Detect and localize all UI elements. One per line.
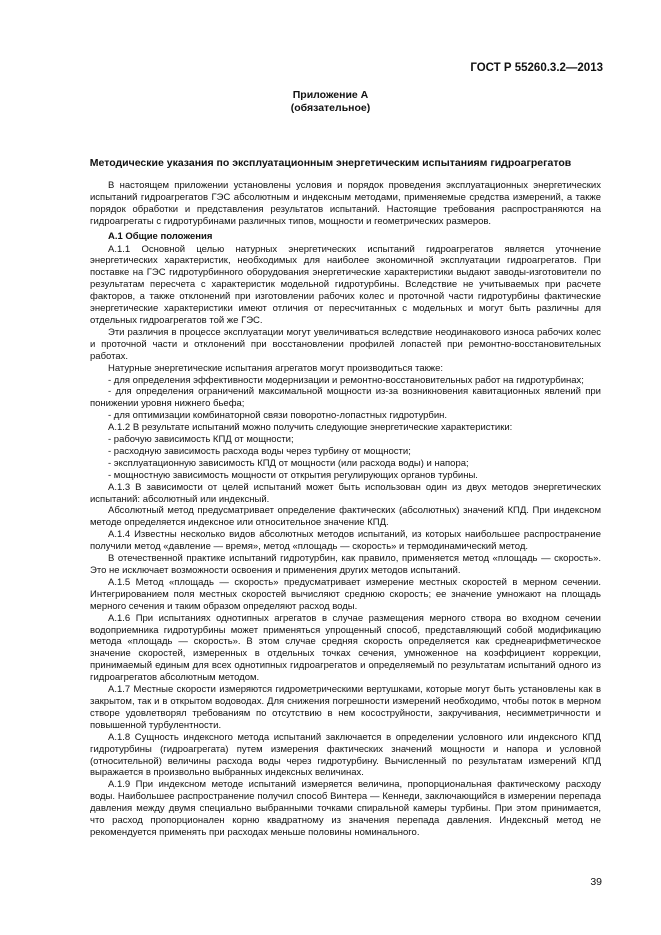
paragraph: А.1.3 В зависимости от целей испытаний может быть использован один из двух методов энергетических испытаний: абсолютный или индексный.	[90, 481, 601, 505]
paragraph: Абсолютный метод предусматривает определение фактических (абсолютных) значений КПД. При индексном методе определяется индексное или относительное значение КПД.	[90, 505, 601, 529]
paragraph: Натурные энергетические испытания агрегатов могут производиться также:	[108, 362, 444, 374]
document-body	[90, 180, 601, 839]
paragraph: А.1.2 В результате испытаний можно получить следующие энергетические характеристики:	[108, 422, 513, 434]
appendix-status: (обязательное)	[290, 102, 371, 114]
paragraph: - для определения ограничений максимальной мощности из-за возникновения кавитационных явлений при понижении уровня нижнего бьефа;	[90, 386, 601, 410]
paragraph: А.1.8 Сущность индексного метода испытаний заключается в определении условного или индексного КПД гидротурбины (гидроагрегата) путем измерения фактических значений мощности и напора и условной (относительной) величины расхода воды через гидротурбину. Вычисленный по результатам измерений КПД выражается в произвольно выбранных индексных величинах.	[90, 731, 601, 779]
paragraph: А.1.9 При индексном методе испытаний измеряется величина, пропорциональная фактическому расходу воды. Наибольшее распространение получил способ Винтера — Кеннеди, заключающийся в измерении перепада давления между двумя специально выбранными точками спиральной камеры турбины. При этом принимается, что расход пропорционален корню квадратному из значения перепада давления. Индексный метод не рекомендуется применять при расходах меньше половины номинального.	[90, 779, 601, 838]
paragraph: Эти различия в процессе эксплуатации могут увеличиваться вследствие неодинакового износа рабочих колес и проточной части и отклонений при восстановлении профилей лопастей при ремонтно-восстановительных работах.	[90, 326, 601, 362]
paragraph: - эксплуатационную зависимость КПД от мощности (или расхода воды) и напора;	[108, 457, 469, 469]
paragraph: - для определения эффективности модернизации и ремонтно-восстановительных работ на гидротурбинах;	[108, 374, 584, 386]
paragraph: В отечественной практике испытаний гидротурбин, как правило, применяется метод «площадь — скорость». Это не исключает возможности освоения и применения других методов испытаний.	[90, 553, 601, 576]
appendix-heading	[0, 89, 661, 115]
document-code: ГОСТ Р 55260.3.2—2013	[470, 62, 603, 74]
paragraph: - мощностную зависимость мощности от открытия регулирующих органов турбины.	[108, 469, 478, 481]
paragraph: - для оптимизации комбинаторной связи поворотно-лопастных гидротурбин.	[108, 410, 448, 422]
paragraph: А.1.5 Метод «площадь — скорость» предусматривает измерение местных скоростей в мерном сечении. Интегрированием поля местных скоростей вычисляют среднюю скорость; ее значение умножают на площадь мерного сечения и таким образом определяют расход воды.	[90, 576, 601, 612]
paragraph: А.1.1 Основной целью натурных энергетических испытаний гидроагрегатов является уточнение энергетических характеристик, необходимых для наиболее экономичной эксплуатации гидроагрегатов. При поставке на ГЭС гидротурбинного оборудования энергетические характеристики выдают заводы-изготовители по результатам пересчета с характеристик модельной гидротурбины. Вследствие не учитываемых при расчете факторов, а также отклонений при изготовлении рабочих колес и проточной части гидротурбины фактические энергетические характеристики имеют отличия от пересчитанных с модельных и могут быть различны для отдельных гидроагрегатов той же ГЭС.	[90, 243, 601, 326]
paragraph: В настоящем приложении установлены условия и порядок проведения эксплуатационных энергетических испытаний гидроагрегатов ГЭС абсолютным и индексным методами, применяемые средства измерений, а также порядок обработки и представления результатов испытаний. Настоящие требования распространяются на гидроагрегаты с гидротурбинами различных типов, мощности и геометрических размеров.	[90, 180, 601, 227]
section-heading: А.1 Общие положения	[108, 230, 213, 242]
appendix-title: Методические указания по эксплуатационным энергетическим испытаниям гидроагрегатов	[89, 157, 572, 169]
paragraph: А.1.6 При испытаниях однотипных агрегатов в случае размещения мерного створа во входном сечении водоприемника гидротурбины может применяться упрощенный способ, представляющий собой модификацию метода «площадь — скорость». В этом случае средняя скорость определяется как среднеарифметическое значение скоростей, измеренных в отдельных точках сечения, умноженное на коэффициент коррекции, принимаемый единым для всех однотипных гидроагрегатов и определяемый по результатам испытаний одного из гидроагрегатов абсолютным методом.	[90, 612, 601, 684]
paragraph: А.1.4 Известны несколько видов абсолютных методов испытаний, из которых наибольшее распространение получили метод «давление — время», метод «площадь — скорость» и термодинамический метод.	[90, 529, 601, 553]
appendix-label: Приложение А	[292, 89, 369, 101]
paragraph: - рабочую зависимость КПД от мощности;	[108, 434, 294, 446]
page-number: 39	[590, 876, 602, 888]
paragraph: - расходную зависимость расхода воды через турбину от мощности;	[108, 445, 411, 457]
paragraph: А.1.7 Местные скорости измеряются гидрометрическими вертушками, которые могут быть установлены как в закрытом, так и в открытом водоводах. Для снижения погрешности измерений необходимо, чтобы поток в мерном створе удовлетворял требованиям по отсутствию в нем косоструйности, закручивания, несимметричности и повышенной турбулентности.	[90, 684, 601, 731]
